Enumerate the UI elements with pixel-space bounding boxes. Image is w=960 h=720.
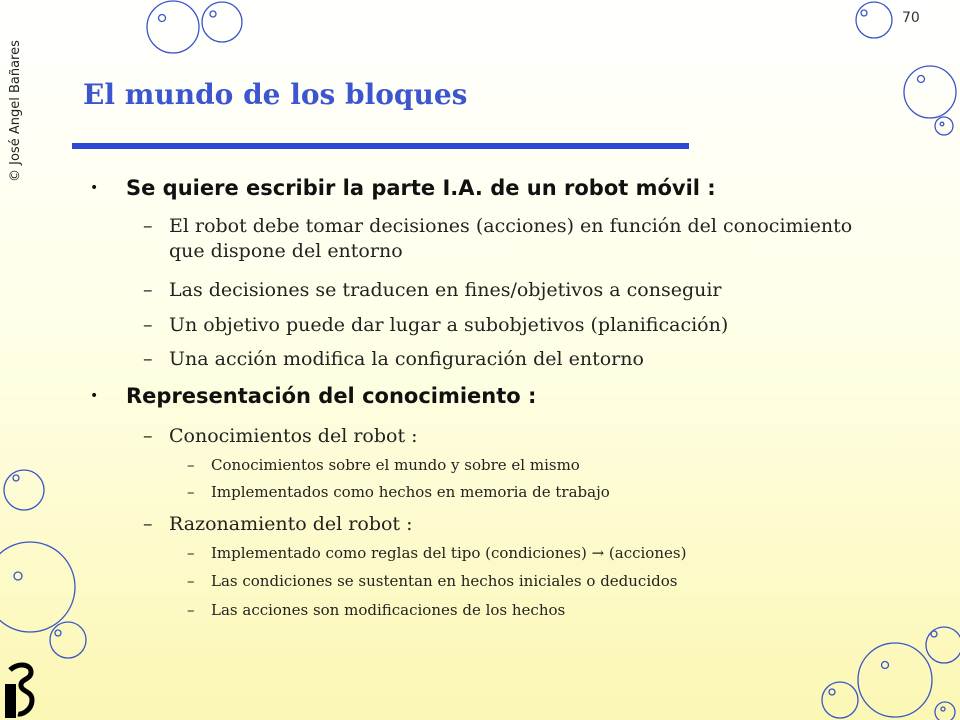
- bullet-icon: •: [90, 180, 99, 196]
- sub-bullet-text: Una acción modifica la configuración del entorno: [169, 348, 644, 370]
- sub-sub-bullet: [187, 483, 610, 501]
- dash-icon: –: [143, 215, 153, 237]
- sub-bullet: [143, 512, 869, 537]
- bullet-point: [90, 384, 537, 408]
- sub-bullet: [143, 214, 869, 264]
- sub-sub-bullet-text: Las acciones son modificaciones de los hechos: [211, 601, 566, 619]
- dash-icon: –: [143, 513, 153, 535]
- sub-sub-bullet-text: Implementado como reglas del tipo (condiciones) → (acciones): [211, 544, 687, 562]
- dash-icon: –: [187, 572, 195, 590]
- slide-title: El mundo de los bloques: [83, 78, 468, 111]
- dash-icon: –: [187, 544, 195, 562]
- sub-sub-bullet: [187, 601, 566, 619]
- bullet-text: Se quiere escribir la parte I.A. de un robot móvil :: [126, 176, 716, 200]
- dash-icon: –: [187, 456, 195, 474]
- sub-sub-bullet-text: Conocimientos sobre el mundo y sobre el mismo: [211, 456, 580, 474]
- sub-bullet-text: Conocimientos del robot :: [169, 425, 418, 447]
- dash-icon: –: [143, 348, 153, 370]
- sub-bullet: [143, 313, 869, 338]
- bullet-text: Representación del conocimiento :: [126, 384, 537, 408]
- sub-sub-bullet: [187, 572, 678, 590]
- bullet-icon: •: [90, 388, 99, 404]
- sub-sub-bullet-text: Implementados como hechos en memoria de trabajo: [211, 483, 610, 501]
- sub-bullet-text: Un objetivo puede dar lugar a subobjetivos (planificación): [169, 314, 729, 336]
- bullet-point: [90, 176, 716, 200]
- sub-sub-bullet-text: Las condiciones se sustentan en hechos iniciales o deducidos: [211, 572, 678, 590]
- sub-bullet-text: Razonamiento del robot :: [169, 513, 413, 535]
- sub-sub-bullet: [187, 544, 687, 562]
- dash-icon: –: [143, 279, 153, 301]
- copyright-notice: © José Angel Bañares: [8, 40, 23, 182]
- dash-icon: –: [187, 601, 195, 619]
- dash-icon: –: [143, 314, 153, 336]
- sub-bullet: [143, 347, 869, 372]
- logo-icon: [2, 660, 38, 720]
- sub-bullet: [143, 424, 869, 449]
- sub-bullet: [143, 278, 869, 303]
- dash-icon: –: [143, 425, 153, 447]
- sub-bullet-text: Las decisiones se traducen en fines/objetivos a conseguir: [169, 279, 722, 301]
- sub-sub-bullet: [187, 456, 580, 474]
- sub-bullet-text: El robot debe tomar decisiones (acciones) en función del conocimiento que dispone del entorno: [169, 215, 853, 262]
- dash-icon: –: [187, 483, 195, 501]
- page-number: 70: [902, 10, 920, 26]
